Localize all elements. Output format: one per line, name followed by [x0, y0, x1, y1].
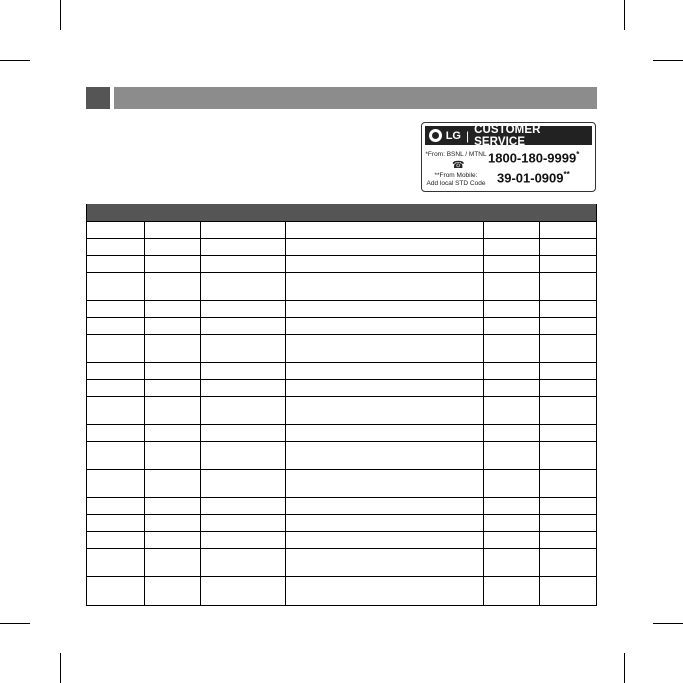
table-cell [201, 318, 286, 334]
table-cell [286, 335, 484, 362]
customer-service-header [425, 123, 592, 148]
table-cell [540, 301, 596, 317]
lg-logo-icon [429, 129, 442, 142]
table-cell [484, 222, 540, 238]
table-cell [484, 470, 540, 497]
mobile-label: **From Mobile: [434, 172, 478, 179]
table-cell [145, 380, 201, 396]
table-row [87, 221, 596, 238]
crop-mark [653, 60, 683, 61]
column-header [286, 204, 484, 221]
table-cell [484, 442, 540, 469]
table-cell [286, 470, 484, 497]
table-cell [87, 222, 145, 238]
table-header-row [87, 204, 596, 221]
table-cell [484, 335, 540, 362]
column-header [484, 204, 540, 221]
landline-label: *From: BSNL / MTNL [425, 151, 487, 158]
table-cell [145, 301, 201, 317]
table-cell [87, 532, 145, 548]
table-cell [286, 532, 484, 548]
table-cell [201, 335, 286, 362]
table-cell [540, 335, 596, 362]
table-cell [484, 273, 540, 300]
table-cell [145, 256, 201, 272]
table-cell [87, 335, 145, 362]
table-row [87, 469, 596, 497]
table-cell [87, 273, 145, 300]
table-cell [286, 318, 484, 334]
landline-number: 1800-180-9999* [488, 150, 580, 166]
table-cell [484, 498, 540, 514]
mobile-note: Add local STD Code [426, 180, 486, 187]
table-cell [286, 549, 484, 576]
table-cell [484, 239, 540, 255]
crop-mark [60, 0, 61, 30]
table-row [87, 548, 596, 576]
table-cell [87, 301, 145, 317]
table-cell [540, 515, 596, 531]
table-row [87, 238, 596, 255]
table-cell [540, 397, 596, 424]
table-cell [484, 363, 540, 379]
table-row [87, 576, 596, 605]
table-cell [87, 380, 145, 396]
table-cell [87, 397, 145, 424]
table-cell [145, 498, 201, 514]
table-cell [286, 515, 484, 531]
brand-name: LG [445, 129, 461, 142]
data-table [86, 204, 597, 606]
telephone-icon: ☎ [452, 160, 465, 171]
table-row [87, 514, 596, 531]
table-cell [484, 425, 540, 441]
crop-mark [0, 623, 30, 624]
table-row [87, 396, 596, 424]
table-cell [145, 397, 201, 424]
table-cell [540, 532, 596, 548]
table-cell [87, 363, 145, 379]
table-cell [540, 577, 596, 605]
table-cell [145, 425, 201, 441]
table-cell [87, 425, 145, 441]
table-cell [145, 335, 201, 362]
table-cell [484, 301, 540, 317]
table-cell [145, 470, 201, 497]
table-row [87, 362, 596, 379]
table-cell [286, 256, 484, 272]
table-cell [87, 498, 145, 514]
table-row [87, 300, 596, 317]
table-cell [145, 273, 201, 300]
table-row [87, 441, 596, 469]
table-cell [201, 577, 286, 605]
table-row [87, 317, 596, 334]
table-cell [145, 318, 201, 334]
table-row [87, 255, 596, 272]
table-cell [484, 515, 540, 531]
crop-mark [624, 0, 625, 30]
table-cell [145, 363, 201, 379]
table-cell [286, 425, 484, 441]
table-cell [286, 397, 484, 424]
table-cell [286, 222, 484, 238]
table-cell [87, 442, 145, 469]
table-cell [87, 577, 145, 605]
table-cell [201, 425, 286, 441]
table-cell [484, 318, 540, 334]
table-cell [201, 532, 286, 548]
table-cell [145, 577, 201, 605]
table-cell [201, 470, 286, 497]
table-cell [201, 549, 286, 576]
table-cell [87, 515, 145, 531]
table-cell [540, 425, 596, 441]
column-header [87, 204, 145, 221]
table-cell [201, 515, 286, 531]
table-cell [145, 222, 201, 238]
crop-mark [0, 60, 30, 61]
table-cell [201, 442, 286, 469]
table-cell [286, 577, 484, 605]
table-cell [484, 256, 540, 272]
table-cell [286, 301, 484, 317]
table-cell [540, 256, 596, 272]
table-cell [87, 470, 145, 497]
table-cell [540, 380, 596, 396]
column-header [145, 204, 201, 221]
table-cell [145, 442, 201, 469]
table-cell [145, 239, 201, 255]
table-cell [484, 549, 540, 576]
table-cell [540, 470, 596, 497]
table-row [87, 334, 596, 362]
crop-mark [624, 653, 625, 683]
table-cell [201, 222, 286, 238]
crop-mark [653, 623, 683, 624]
table-cell [201, 397, 286, 424]
table-cell [201, 301, 286, 317]
table-cell [201, 273, 286, 300]
table-cell [540, 222, 596, 238]
table-cell [540, 442, 596, 469]
column-header [201, 204, 286, 221]
table-cell [484, 532, 540, 548]
customer-service-box [421, 122, 596, 192]
table-cell [87, 239, 145, 255]
table-cell [540, 363, 596, 379]
table-cell [145, 532, 201, 548]
table-cell [201, 380, 286, 396]
table-cell [201, 498, 286, 514]
table-cell [286, 363, 484, 379]
section-marker [86, 87, 110, 109]
table-cell [540, 318, 596, 334]
table-cell [540, 549, 596, 576]
table-cell [540, 239, 596, 255]
column-header [540, 204, 596, 221]
crop-mark [60, 653, 61, 683]
table-cell [87, 256, 145, 272]
table-cell [145, 515, 201, 531]
table-cell [286, 273, 484, 300]
mobile-number: 39-01-0909** [497, 170, 570, 186]
table-cell [540, 273, 596, 300]
table-cell [145, 549, 201, 576]
table-row [87, 424, 596, 441]
table-cell [540, 498, 596, 514]
table-cell [201, 239, 286, 255]
table-cell [201, 256, 286, 272]
table-cell [484, 577, 540, 605]
table-cell [286, 239, 484, 255]
table-row [87, 497, 596, 514]
table-row [87, 379, 596, 396]
table-cell [201, 363, 286, 379]
customer-service-title: CUSTOMER SERVICE [474, 123, 541, 148]
table-cell [484, 397, 540, 424]
table-cell [87, 318, 145, 334]
table-cell [286, 442, 484, 469]
table-row [87, 531, 596, 548]
table-row [87, 272, 596, 300]
table-cell [286, 380, 484, 396]
table-cell [484, 380, 540, 396]
table-cell [87, 549, 145, 576]
section-header-bar [114, 87, 597, 109]
separator: | [465, 128, 470, 143]
table-cell [286, 498, 484, 514]
